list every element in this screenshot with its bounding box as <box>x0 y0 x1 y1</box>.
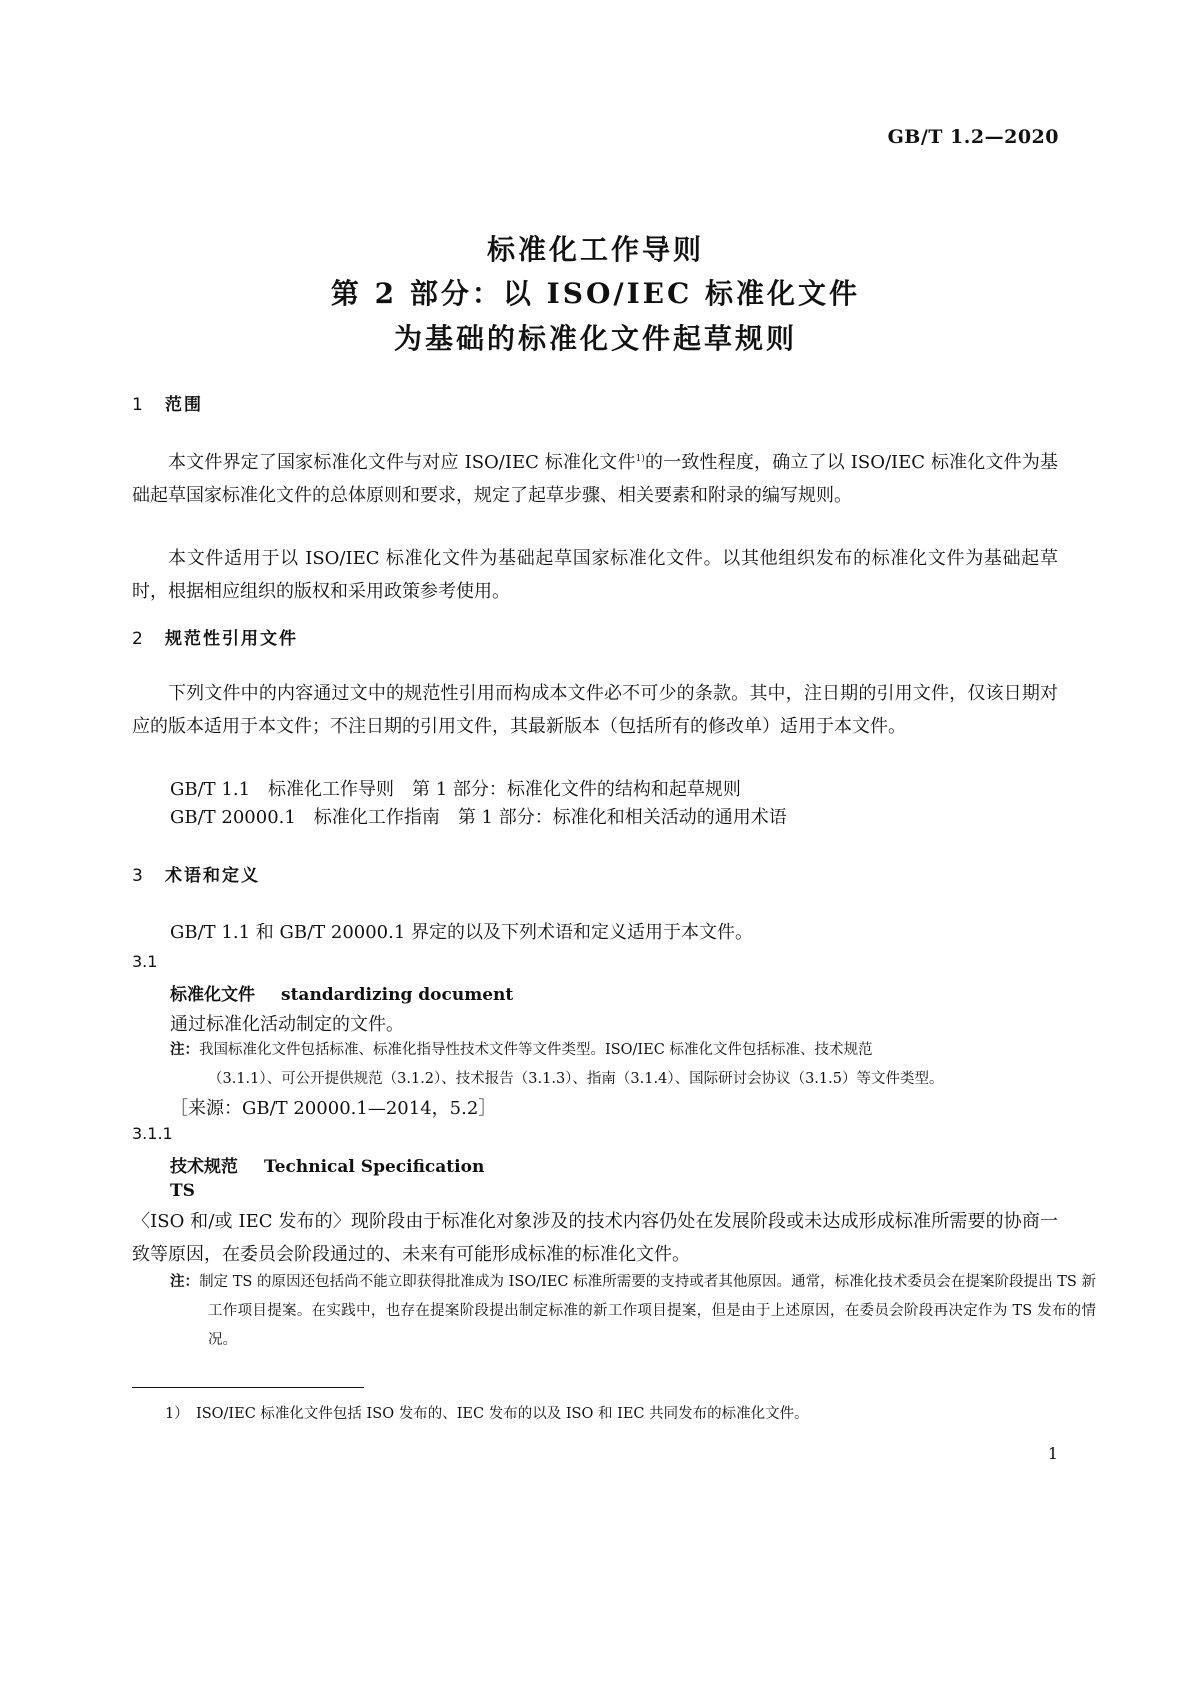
paragraph-text: 的一致性程度，确立了以 ISO/IEC 标准化文件为基础起草国家标准化文件的总体原则和要求，规定了起草步骤、相关要素和附录的编写规则。 <box>132 452 1058 506</box>
term-heading <box>170 1152 484 1177</box>
note-label: 注： <box>170 1042 199 1058</box>
section-number: 3 <box>132 866 145 886</box>
page-number: 1 <box>1047 1444 1058 1463</box>
term-english: standardizing document <box>281 985 514 1005</box>
term-note-continuation: （3.1.1）、可公开提供规范（3.1.2）、技术报告（3.1.3）、指南（3.1.4）、国际研讨会协议（3.1.5）等文件类型。 <box>208 1071 944 1087</box>
section-1-paragraph-1 <box>132 443 1058 512</box>
normative-reference-2: GB/T 20000.1 标准化工作指南 第 1 部分：标准化和相关活动的通用术语 <box>170 807 787 828</box>
standard-code: GB/T 1.2—2020 <box>887 126 1059 148</box>
term-chinese: 标准化文件 <box>170 985 255 1005</box>
note-text: 我国标准化文件包括标准、标准化指导性技术文件等文件类型。ISO/IEC 标准化文件包括标准、技术规范 <box>199 1042 873 1058</box>
term-definition: 〈ISO 和/或 IEC 发布的〉现阶段由于标准化对象涉及的技术内容仍处在发展阶段或未达成形成标准所需要的协商一致等原因，在委员会阶段通过的、未来有可能形成标准的标准化文件。 <box>132 1211 1058 1265</box>
footnote-reference: 1) <box>635 454 645 464</box>
section-2-heading <box>132 624 298 649</box>
section-title: 规范性引用文件 <box>165 629 298 649</box>
term-definition: 通过标准化活动制定的文件。 <box>170 1014 404 1035</box>
paragraph-text: 本文件界定了国家标准化文件与对应 ISO/IEC 标准化文件 <box>168 452 636 473</box>
section-1-paragraph-2: 本文件适用于以 ISO/IEC 标准化文件为基础起草国家标准化文件。以其他组织发布的标准化文件为基础起草时，根据相应组织的版权和采用政策参考使用。 <box>132 548 1058 602</box>
term-abbreviation: TS <box>170 1181 195 1201</box>
section-number: 2 <box>132 629 145 649</box>
footnote-text: ISO/IEC 标准化文件包括 ISO 发布的、IEC 发布的以及 ISO 和 IEC 共同发布的标准化文件。 <box>195 1406 809 1422</box>
term-note <box>170 1268 1096 1355</box>
section-number: 1 <box>132 395 145 415</box>
document-title-line-3: 为基础的标准化文件起草规则 <box>393 322 797 355</box>
term-chinese: 技术规范 <box>170 1157 238 1177</box>
footnote-separator <box>132 1387 364 1388</box>
term-source: ［来源：GB/T 20000.1—2014，5.2］ <box>170 1098 497 1119</box>
section-title: 范围 <box>165 395 203 415</box>
document-title-line-2: 第 2 部分：以 ISO/IEC 标准化文件 <box>330 277 861 310</box>
footnote <box>165 1402 809 1423</box>
note-text: 制定 TS 的原因还包括尚不能立即获得批准成为 ISO/IEC 标准所需要的支持或者其他原因。通常，标准化技术委员会在提案阶段提出 TS 新工作项目提案。在实践中，也存在提案阶段提出制定标准的新工作项目提案，但是由于上述原因，在委员会阶段再决定作为 TS 发布的情况。 <box>199 1274 1096 1348</box>
section-3-heading <box>132 861 260 886</box>
document-title-line-1: 标准化工作导则 <box>486 233 704 266</box>
term-note <box>170 1038 872 1059</box>
section-title: 术语和定义 <box>165 866 260 886</box>
note-label: 注： <box>170 1274 200 1290</box>
section-1-heading <box>132 390 203 415</box>
term-number: 3.1 <box>132 952 158 971</box>
section-3-intro: GB/T 1.1 和 GB/T 20000.1 界定的以及下列术语和定义适用于本文件。 <box>170 922 754 943</box>
term-heading <box>170 980 513 1005</box>
footnote-mark: 1） <box>165 1406 182 1422</box>
normative-reference-1: GB/T 1.1 标准化工作导则 第 1 部分：标准化文件的结构和起草规则 <box>170 779 741 800</box>
term-number: 3.1.1 <box>132 1124 173 1143</box>
term-english: Technical Specification <box>264 1157 485 1177</box>
section-2-paragraph-1: 下列文件中的内容通过文中的规范性引用而构成本文件必不可少的条款。其中，注日期的引用文件，仅该日期对应的版本适用于本文件；不注日期的引用文件，其最新版本（包括所有的修改单）适用于本文件。 <box>132 683 1058 737</box>
